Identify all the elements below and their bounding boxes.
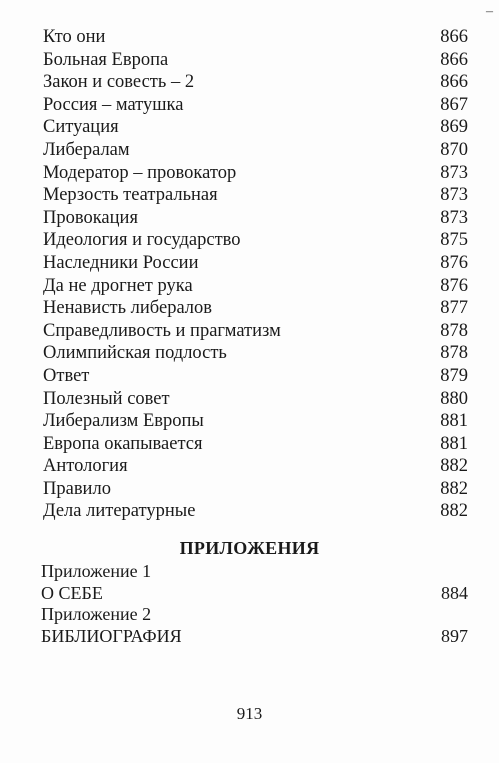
entry-page-number: 870 bbox=[440, 139, 468, 160]
entry-title: Дела литературные bbox=[43, 501, 196, 522]
toc-entry bbox=[43, 388, 468, 411]
entry-title: Мерзость театральная bbox=[43, 185, 218, 206]
appendix-heading: ПРИЛОЖЕНИЯ bbox=[179, 538, 320, 558]
toc-entry bbox=[43, 116, 468, 139]
entry-page-number: 866 bbox=[440, 72, 468, 93]
toc-entry bbox=[43, 229, 468, 252]
page-number: 913 bbox=[236, 704, 263, 723]
toc-entry bbox=[43, 162, 468, 185]
entry-title: Либерализм Европы bbox=[43, 411, 204, 432]
entry-page-number: 875 bbox=[440, 230, 468, 251]
table-of-contents bbox=[43, 26, 468, 523]
toc-entry bbox=[43, 207, 468, 230]
entry-title: Провокация bbox=[43, 207, 138, 228]
entry-title: О СЕБЕ bbox=[41, 582, 103, 603]
toc-entry bbox=[43, 410, 468, 433]
toc-entry bbox=[43, 49, 468, 72]
entry-title: Либералам bbox=[43, 139, 130, 160]
toc-entry bbox=[43, 478, 468, 501]
entry-title: Кто они bbox=[43, 27, 106, 47]
entry-page-number: 879 bbox=[440, 365, 468, 386]
entry-title: Ситуация bbox=[43, 117, 119, 138]
entry-title: Россия – матушка bbox=[43, 94, 184, 115]
entry-page-number: 884 bbox=[441, 582, 468, 603]
entry-page-number: 877 bbox=[440, 298, 468, 319]
entry-page-number: 878 bbox=[440, 343, 468, 364]
entry-title: Ненависть либералов bbox=[43, 298, 213, 319]
toc-entry bbox=[43, 184, 468, 207]
entry-page-number: 876 bbox=[440, 275, 468, 296]
toc-entry bbox=[43, 139, 468, 162]
entry-page-number: 882 bbox=[440, 501, 468, 522]
corner-mark: – bbox=[486, 4, 493, 19]
toc-entry bbox=[41, 626, 468, 648]
entry-title: Олимпийская подлость bbox=[43, 343, 227, 364]
entry-title: Ответ bbox=[43, 365, 90, 386]
entry-title: Приложение 2 bbox=[41, 604, 152, 624]
entry-title: Да не дрогнет рука bbox=[43, 275, 193, 296]
entry-page-number: 882 bbox=[440, 456, 468, 477]
appendix-list bbox=[41, 561, 468, 647]
entry-page-number: 866 bbox=[440, 27, 468, 47]
entry-title: Приложение 1 bbox=[41, 561, 152, 581]
entry-title: Идеология и государство bbox=[43, 230, 241, 251]
toc-entry bbox=[41, 561, 468, 583]
entry-page-number: 867 bbox=[440, 94, 468, 115]
toc-entry bbox=[43, 252, 468, 275]
entry-title: Закон и совесть – 2 bbox=[43, 72, 195, 93]
toc-entry bbox=[41, 583, 468, 605]
entry-page-number: 873 bbox=[440, 185, 468, 206]
toc-entry bbox=[43, 26, 468, 49]
toc-entry bbox=[41, 604, 468, 626]
toc-entry bbox=[43, 275, 468, 298]
entry-title: Антология bbox=[43, 456, 128, 477]
entry-title: БИБЛИОГРАФИЯ bbox=[41, 625, 182, 646]
entry-page-number: 897 bbox=[441, 625, 468, 646]
toc-entry bbox=[43, 297, 468, 320]
entry-title: Полезный совет bbox=[43, 388, 170, 409]
entry-page-number: 873 bbox=[440, 207, 468, 228]
entry-title: Правило bbox=[43, 478, 111, 499]
toc-entry bbox=[43, 500, 468, 523]
toc-entry bbox=[43, 365, 468, 388]
entry-title: Справедливость и прагматизм bbox=[43, 320, 281, 341]
entry-title: Модератор – провокатор bbox=[43, 162, 237, 183]
toc-entry bbox=[43, 433, 468, 456]
entry-page-number: 880 bbox=[440, 388, 468, 409]
entry-page-number: 878 bbox=[440, 320, 468, 341]
toc-entry bbox=[43, 455, 468, 478]
toc-entry bbox=[43, 342, 468, 365]
toc-entry bbox=[43, 71, 468, 94]
entry-page-number: 881 bbox=[440, 433, 468, 454]
toc-entry bbox=[43, 320, 468, 343]
entry-page-number: 866 bbox=[440, 49, 468, 70]
entry-title: Наследники России bbox=[43, 252, 199, 273]
entry-page-number: 881 bbox=[440, 411, 468, 432]
entry-title: Больная Европа bbox=[43, 49, 169, 70]
entry-page-number: 876 bbox=[440, 252, 468, 273]
entry-title: Европа окапывается bbox=[43, 433, 203, 454]
toc-entry bbox=[43, 94, 468, 117]
entry-page-number: 869 bbox=[440, 117, 468, 138]
entry-page-number: 882 bbox=[440, 478, 468, 499]
entry-page-number: 873 bbox=[440, 162, 468, 183]
